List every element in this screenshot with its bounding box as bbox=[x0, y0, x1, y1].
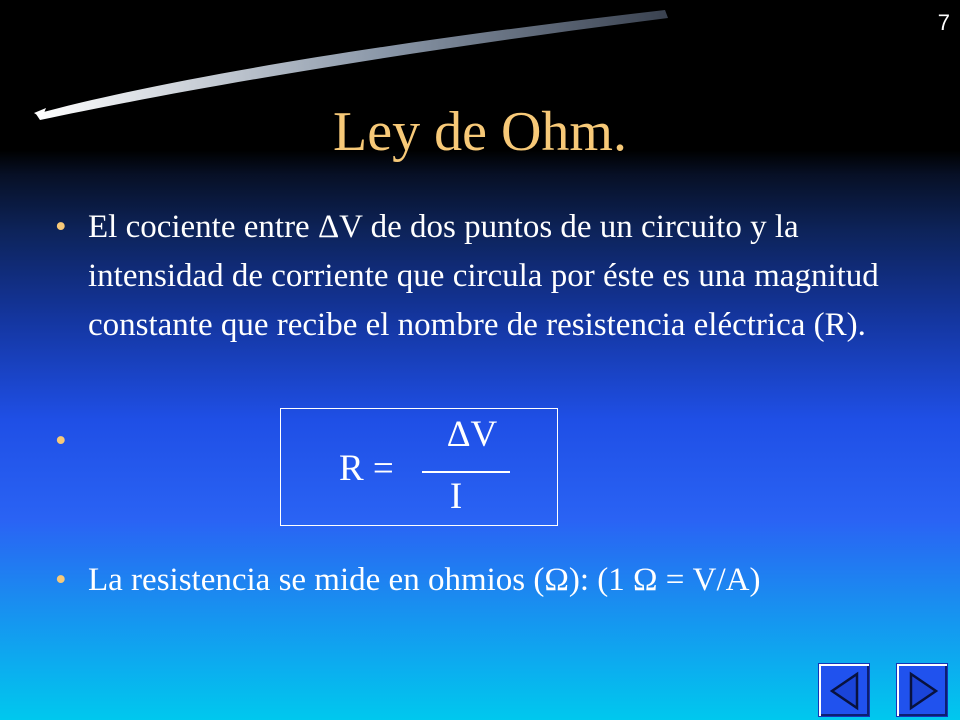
formula-denominator: I bbox=[449, 476, 463, 517]
previous-slide-button[interactable] bbox=[818, 663, 870, 717]
bullet-marker: • bbox=[55, 209, 67, 245]
triangle-right-icon bbox=[897, 664, 949, 718]
bullet-marker: • bbox=[55, 423, 67, 459]
bullet-text: La resistencia se mide en ohmios (Ω): (1 Ω = V/A) bbox=[88, 562, 761, 598]
next-slide-button[interactable] bbox=[896, 663, 948, 717]
fraction-bar bbox=[422, 471, 510, 473]
ohm-formula-box bbox=[280, 408, 558, 526]
page-number: 7 bbox=[937, 10, 950, 35]
formula-lhs: R = bbox=[339, 448, 394, 489]
triangle-left-icon bbox=[819, 664, 871, 718]
bullet-text: El cociente entre ΔV de dos puntos de un circuito y la intensidad de corriente que circula por éste es una magnitud constante que recibe el nombre de resistencia eléctrica (R). bbox=[88, 209, 879, 343]
bullet-marker: • bbox=[55, 562, 67, 598]
formula-numerator: ΔV bbox=[446, 414, 498, 455]
slide-title: Ley de Ohm. bbox=[333, 101, 627, 163]
